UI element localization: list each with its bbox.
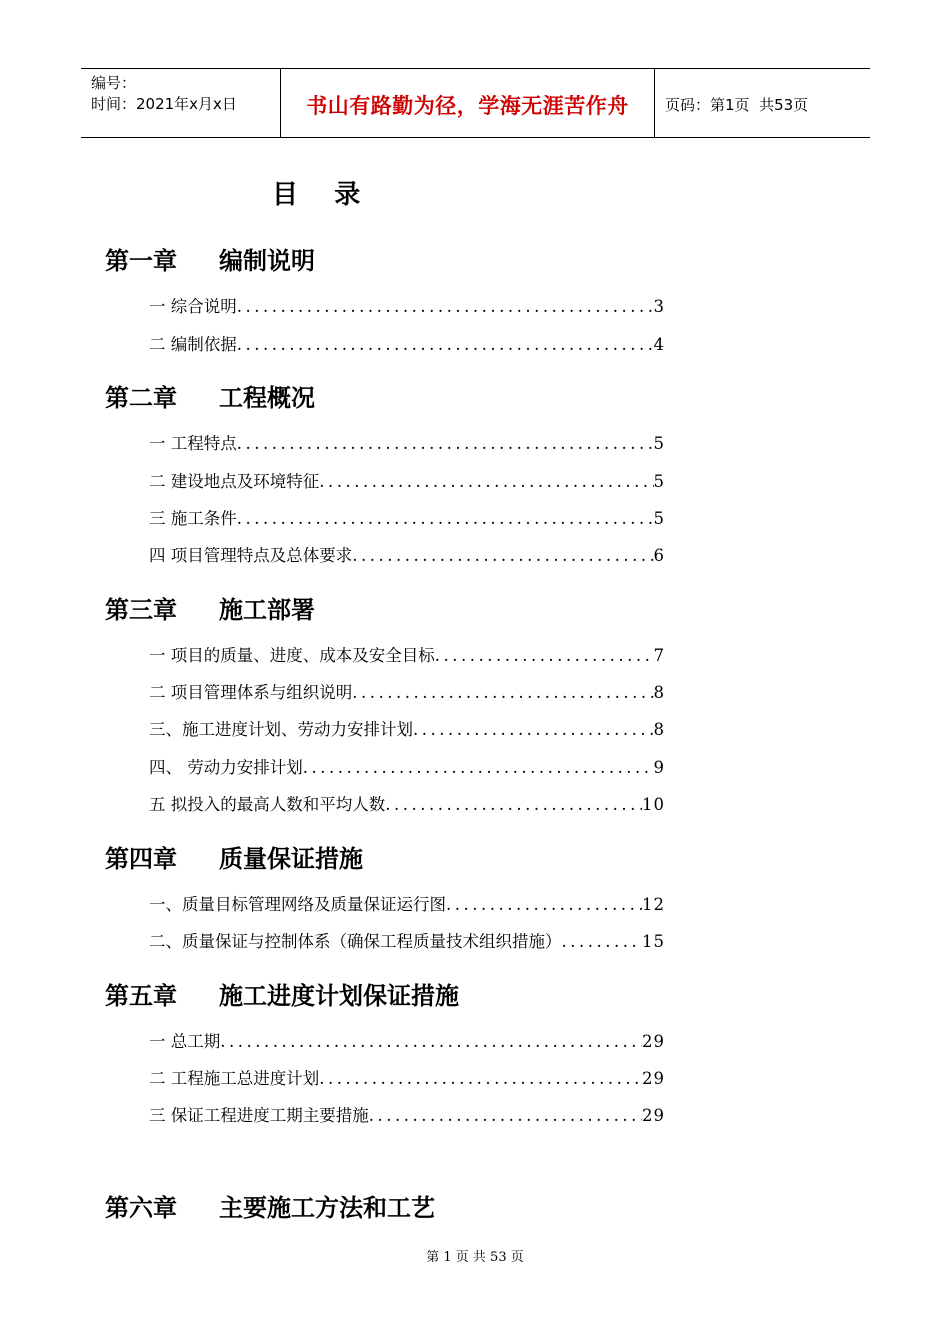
toc-entry[interactable] xyxy=(149,642,665,666)
toc-entry-label: 二 编制依据 xyxy=(149,335,237,354)
chapter-heading xyxy=(105,590,315,625)
toc-entry[interactable] xyxy=(149,1102,665,1126)
toc-entry-label: 三、施工进度计划、劳动力安排计划 xyxy=(149,720,413,739)
chapter-heading xyxy=(105,839,363,874)
page-footer: 第 1 页 共 53 页 xyxy=(426,1250,524,1265)
toc-entry[interactable] xyxy=(149,293,665,317)
chapter-heading xyxy=(105,1188,435,1223)
chapter-title: 工程概况 xyxy=(219,384,315,412)
page-header xyxy=(81,68,870,138)
toc-leader-dots xyxy=(435,646,654,665)
toc-entry-page: 4 xyxy=(653,335,665,354)
toc-leader-dots xyxy=(369,1106,642,1125)
toc-entry-page: 15 xyxy=(642,932,665,951)
chapter-number: 第二章 xyxy=(105,384,177,412)
chapter-title: 施工进度计划保证措施 xyxy=(219,982,459,1010)
toc-leader-dots xyxy=(352,546,653,565)
toc-entry[interactable] xyxy=(149,430,665,454)
toc-entry-label: 一、质量目标管理网络及质量保证运行图 xyxy=(149,895,446,914)
chapter-number: 第四章 xyxy=(105,845,177,873)
toc-entry-label: 二 项目管理体系与组织说明 xyxy=(149,683,353,702)
toc-leader-dots xyxy=(237,335,654,354)
toc-entry-label: 二 工程施工总进度计划 xyxy=(149,1069,320,1088)
header-motto: 书山有路勤为径，学海无涯苦作舟 xyxy=(281,69,655,137)
chapter-title: 质量保证措施 xyxy=(219,845,363,873)
toc-entry-label: 三 保证工程进度工期主要措施 xyxy=(149,1106,369,1125)
chapter-title: 施工部署 xyxy=(219,596,315,624)
toc-entry-page: 29 xyxy=(642,1069,665,1088)
toc-leader-dots xyxy=(446,895,642,914)
chapter-heading xyxy=(105,241,315,276)
toc-entry[interactable] xyxy=(149,891,665,915)
chapter-number: 第一章 xyxy=(105,247,177,275)
toc-entry-label: 二、质量保证与控制体系（确保工程质量技术组织措施） xyxy=(149,932,562,951)
toc-entry-page: 29 xyxy=(642,1106,665,1125)
toc-entry-label: 一 项目的质量、进度、成本及安全目标 xyxy=(149,646,435,665)
toc-entry-page: 7 xyxy=(653,646,665,665)
chapter-number: 第三章 xyxy=(105,596,177,624)
toc-entry-page: 5 xyxy=(653,434,665,453)
document-number-label: 编号： xyxy=(91,74,137,92)
toc-entry-label: 四、 劳动力安排计划 xyxy=(149,758,303,777)
toc-entry-page: 29 xyxy=(642,1032,665,1051)
toc-entry-page: 10 xyxy=(642,795,665,814)
toc-entry[interactable] xyxy=(149,331,665,355)
toc-entry-page: 8 xyxy=(653,720,665,739)
toc-leader-dots xyxy=(413,720,654,739)
toc-title: 目 录 xyxy=(272,180,361,210)
toc-leader-dots xyxy=(237,434,654,453)
toc-entry-label: 一 总工期 xyxy=(149,1032,221,1051)
chapter-number: 第六章 xyxy=(105,1194,177,1222)
chapter-title: 主要施工方法和工艺 xyxy=(219,1194,435,1222)
toc-entry-label: 三 施工条件 xyxy=(149,509,237,528)
toc-entry[interactable] xyxy=(149,1065,665,1089)
toc-leader-dots xyxy=(237,297,654,316)
header-page-info: 页码：第1页 共53页 xyxy=(665,95,809,114)
toc-entry-page: 5 xyxy=(653,509,665,528)
toc-leader-dots xyxy=(220,1032,642,1051)
toc-entry[interactable] xyxy=(149,754,665,778)
toc-entry[interactable] xyxy=(149,468,665,492)
toc-entry-page: 5 xyxy=(653,472,665,491)
toc-entry[interactable] xyxy=(149,679,665,703)
toc-leader-dots xyxy=(385,795,642,814)
toc-leader-dots xyxy=(319,472,653,491)
header-info xyxy=(81,69,281,137)
toc-entry[interactable] xyxy=(149,928,665,952)
toc-entry[interactable] xyxy=(149,542,665,566)
toc-entry[interactable] xyxy=(149,505,665,529)
toc-entry-label: 五 拟投入的最高人数和平均人数 xyxy=(149,795,386,814)
chapter-heading xyxy=(105,378,315,413)
toc-entry-label: 四 项目管理特点及总体要求 xyxy=(149,546,353,565)
toc-leader-dots xyxy=(237,509,654,528)
toc-entry-label: 一 综合说明 xyxy=(149,297,237,316)
toc-entry-page: 12 xyxy=(642,895,665,914)
toc-entry-page: 3 xyxy=(653,297,665,316)
toc-leader-dots xyxy=(319,1069,642,1088)
toc-entry-label: 一 工程特点 xyxy=(149,434,237,453)
toc-entry-page: 6 xyxy=(653,546,665,565)
toc-leader-dots xyxy=(562,932,643,951)
document-time-label: 时间：2021年x月x日 xyxy=(91,95,237,113)
chapter-number: 第五章 xyxy=(105,982,177,1010)
chapter-heading xyxy=(105,976,459,1011)
toc-entry-label: 二 建设地点及环境特征 xyxy=(149,472,320,491)
toc-entry[interactable] xyxy=(149,1028,665,1052)
toc-leader-dots xyxy=(352,683,653,702)
toc-entry-page: 9 xyxy=(653,758,665,777)
toc-leader-dots xyxy=(303,758,654,777)
toc-entry-page: 8 xyxy=(653,683,665,702)
chapter-title: 编制说明 xyxy=(219,247,315,275)
toc-entry[interactable] xyxy=(149,791,665,815)
toc-entry[interactable] xyxy=(149,716,665,740)
